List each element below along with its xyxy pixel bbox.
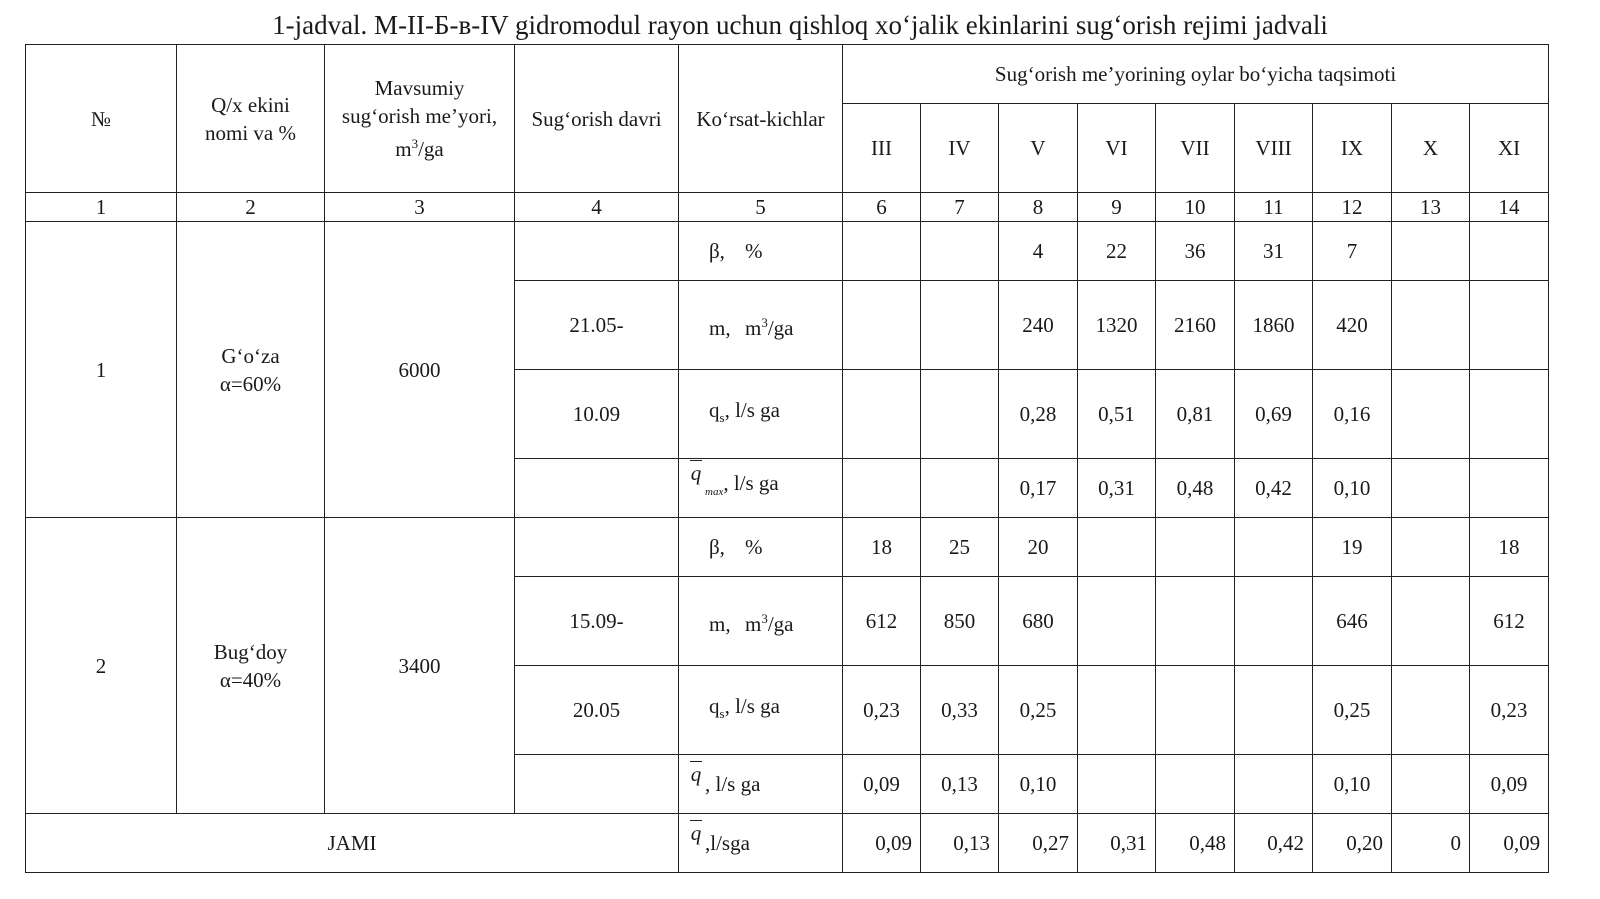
header-period: Sugʻorish davri xyxy=(515,45,679,193)
value-cell xyxy=(921,222,999,281)
header-crop-line1: Q/x ekini xyxy=(211,92,290,117)
irrigation-regime-table xyxy=(25,44,1549,873)
total-value-cell: 0,13 xyxy=(921,814,999,873)
qbar-symbol: q xyxy=(687,760,705,788)
value-cell: 0,51 xyxy=(1078,370,1156,459)
value-cell: 4 xyxy=(999,222,1078,281)
value-cell: 850 xyxy=(921,577,999,666)
value-cell xyxy=(1392,666,1470,755)
month-header: X xyxy=(1392,104,1470,193)
value-cell xyxy=(1235,577,1313,666)
value-cell xyxy=(1078,755,1156,814)
value-cell xyxy=(1392,755,1470,814)
period-cell xyxy=(515,755,679,814)
value-cell xyxy=(1156,666,1235,755)
value-cell: 0,17 xyxy=(999,459,1078,518)
column-number: 3 xyxy=(325,193,515,222)
header-norm xyxy=(325,45,515,193)
value-cell: 0,28 xyxy=(999,370,1078,459)
month-header: XI xyxy=(1470,104,1549,193)
qmax-subscript: max xyxy=(705,486,724,499)
value-cell xyxy=(1392,518,1470,577)
qs-subscript: s xyxy=(719,706,725,722)
value-cell: 31 xyxy=(1235,222,1313,281)
value-cell xyxy=(1392,281,1470,370)
qbar-symbol: q xyxy=(687,819,705,847)
value-cell: 1860 xyxy=(1235,281,1313,370)
qbar-symbol: q xyxy=(687,459,705,487)
value-cell xyxy=(1078,666,1156,755)
indicator-cell xyxy=(679,281,843,370)
total-value-cell: 0,09 xyxy=(843,814,921,873)
value-cell: 2160 xyxy=(1156,281,1235,370)
value-cell xyxy=(1156,577,1235,666)
value-cell: 0,10 xyxy=(999,755,1078,814)
value-cell xyxy=(1392,370,1470,459)
m-unit: m xyxy=(745,611,762,636)
value-cell xyxy=(1392,222,1470,281)
month-header: V xyxy=(999,104,1078,193)
value-cell: 0,69 xyxy=(1235,370,1313,459)
total-unit: ,l/sga xyxy=(705,831,750,855)
total-indicator xyxy=(679,814,843,873)
indicator-cell xyxy=(679,666,843,755)
m-unit-tail: /ga xyxy=(767,315,794,340)
indicator-cell xyxy=(679,222,843,281)
qbar-unit: , l/s ga xyxy=(705,772,761,796)
header-norm-unit-sup: 3 xyxy=(411,136,419,151)
month-header: VII xyxy=(1156,104,1235,193)
beta-symbol: β, xyxy=(709,239,725,263)
value-cell xyxy=(1470,222,1549,281)
period-cell: 21.05- xyxy=(515,281,679,370)
value-cell: 25 xyxy=(921,518,999,577)
value-cell xyxy=(921,370,999,459)
value-cell: 0,33 xyxy=(921,666,999,755)
value-cell: 7 xyxy=(1313,222,1392,281)
total-label: JAMI xyxy=(26,814,679,873)
value-cell: 0,25 xyxy=(999,666,1078,755)
total-value-cell: 0,48 xyxy=(1156,814,1235,873)
value-cell xyxy=(843,222,921,281)
crop-name-cell xyxy=(177,222,325,518)
column-number: 6 xyxy=(843,193,921,222)
value-cell: 646 xyxy=(1313,577,1392,666)
value-cell: 0,13 xyxy=(921,755,999,814)
value-cell: 420 xyxy=(1313,281,1392,370)
value-cell xyxy=(1235,666,1313,755)
value-cell: 18 xyxy=(843,518,921,577)
beta-symbol: β, xyxy=(709,535,725,559)
m-unit-tail: /ga xyxy=(767,611,794,636)
header-norm-line1: Mavsumiy xyxy=(374,76,465,100)
total-row xyxy=(26,814,1549,873)
value-cell: 22 xyxy=(1078,222,1156,281)
qs-unit: , l/s ga xyxy=(724,693,780,718)
indicator-cell xyxy=(679,518,843,577)
crop-share: α=60% xyxy=(219,371,282,396)
value-cell: 0,31 xyxy=(1078,459,1156,518)
header-distribution: Sugʻorish meʼyorining oylar boʻyicha taqsimoti xyxy=(843,45,1549,104)
column-number: 4 xyxy=(515,193,679,222)
month-header: IX xyxy=(1313,104,1392,193)
indicator-cell xyxy=(679,459,843,518)
value-cell: 0,10 xyxy=(1313,755,1392,814)
column-number: 14 xyxy=(1470,193,1549,222)
value-cell xyxy=(1470,459,1549,518)
header-norm-line2: sugʻorish meʼyori, xyxy=(341,104,498,128)
column-number: 10 xyxy=(1156,193,1235,222)
crop-norm: 3400 xyxy=(325,518,515,814)
period-cell: 20.05 xyxy=(515,666,679,755)
qs-unit: , l/s ga xyxy=(724,397,780,422)
month-header: III xyxy=(843,104,921,193)
value-cell xyxy=(843,281,921,370)
value-cell xyxy=(921,281,999,370)
month-header: VI xyxy=(1078,104,1156,193)
value-cell: 612 xyxy=(843,577,921,666)
value-cell xyxy=(1392,459,1470,518)
value-cell: 19 xyxy=(1313,518,1392,577)
value-cell: 0,23 xyxy=(843,666,921,755)
crop-name: Gʻoʻza xyxy=(221,343,280,368)
header-norm-unit: m xyxy=(395,137,412,161)
crop-name-cell xyxy=(177,518,325,814)
value-cell: 1320 xyxy=(1078,281,1156,370)
total-value-cell: 0 xyxy=(1392,814,1470,873)
indicator-cell xyxy=(679,370,843,459)
crop-name: Bugʻdoy xyxy=(213,639,288,664)
crop-no: 1 xyxy=(26,222,177,518)
qs-symbol: q xyxy=(709,693,720,718)
value-cell xyxy=(1470,370,1549,459)
qs-symbol: q xyxy=(709,397,720,422)
month-header: IV xyxy=(921,104,999,193)
value-cell xyxy=(843,459,921,518)
column-number: 13 xyxy=(1392,193,1470,222)
value-cell xyxy=(1156,755,1235,814)
header-crop xyxy=(177,45,325,193)
value-cell xyxy=(1235,755,1313,814)
value-cell xyxy=(1078,518,1156,577)
value-cell xyxy=(1392,577,1470,666)
total-value-cell: 0,09 xyxy=(1470,814,1549,873)
total-value-cell: 0,31 xyxy=(1078,814,1156,873)
value-cell: 680 xyxy=(999,577,1078,666)
period-cell xyxy=(515,459,679,518)
total-value-cell: 0,27 xyxy=(999,814,1078,873)
value-cell: 18 xyxy=(1470,518,1549,577)
crop-share: α=40% xyxy=(219,667,282,692)
beta-unit: % xyxy=(745,239,763,263)
month-header: VIII xyxy=(1235,104,1313,193)
crop-no: 2 xyxy=(26,518,177,814)
table-row xyxy=(26,222,1549,281)
header-no: № xyxy=(26,45,177,193)
value-cell xyxy=(1470,281,1549,370)
column-number: 9 xyxy=(1078,193,1156,222)
table-title: 1-jadval. M-II-Б-в-IV gidromodul rayon uchun qishloq xoʻjalik ekinlarini sugʻorish rejimi jadvali xyxy=(272,10,1328,40)
qbar-unit: , l/s ga xyxy=(723,471,779,496)
value-cell xyxy=(1078,577,1156,666)
value-cell: 0,16 xyxy=(1313,370,1392,459)
column-number: 8 xyxy=(999,193,1078,222)
period-cell: 10.09 xyxy=(515,370,679,459)
value-cell: 240 xyxy=(999,281,1078,370)
m-symbol: m, xyxy=(709,315,731,340)
indicator-cell xyxy=(679,755,843,814)
header-norm-unit-tail: /ga xyxy=(418,137,444,161)
column-number: 1 xyxy=(26,193,177,222)
crop-norm: 6000 xyxy=(325,222,515,518)
total-value-cell: 0,20 xyxy=(1313,814,1392,873)
value-cell: 0,10 xyxy=(1313,459,1392,518)
column-number: 12 xyxy=(1313,193,1392,222)
value-cell: 0,09 xyxy=(1470,755,1549,814)
column-number: 7 xyxy=(921,193,999,222)
column-number: 2 xyxy=(177,193,325,222)
beta-unit: % xyxy=(745,535,763,559)
column-number: 11 xyxy=(1235,193,1313,222)
value-cell: 0,23 xyxy=(1470,666,1549,755)
value-cell: 0,09 xyxy=(843,755,921,814)
indicator-cell xyxy=(679,577,843,666)
period-cell: 15.09- xyxy=(515,577,679,666)
total-value-cell: 0,42 xyxy=(1235,814,1313,873)
column-number: 5 xyxy=(679,193,843,222)
value-cell: 36 xyxy=(1156,222,1235,281)
value-cell: 0,25 xyxy=(1313,666,1392,755)
value-cell xyxy=(843,370,921,459)
qs-subscript: s xyxy=(719,410,725,426)
period-cell xyxy=(515,518,679,577)
value-cell xyxy=(921,459,999,518)
period-cell xyxy=(515,222,679,281)
value-cell xyxy=(1156,518,1235,577)
m-unit-sup: 3 xyxy=(761,610,768,626)
value-cell: 0,48 xyxy=(1156,459,1235,518)
column-number-row xyxy=(26,193,1549,222)
value-cell: 20 xyxy=(999,518,1078,577)
crop-rows xyxy=(26,222,1549,814)
value-cell: 0,42 xyxy=(1235,459,1313,518)
m-unit: m xyxy=(745,315,762,340)
table-row xyxy=(26,518,1549,577)
header-crop-line2: nomi va % xyxy=(205,120,296,145)
value-cell xyxy=(1235,518,1313,577)
m-symbol: m, xyxy=(709,611,731,636)
value-cell: 0,81 xyxy=(1156,370,1235,459)
value-cell: 612 xyxy=(1470,577,1549,666)
m-unit-sup: 3 xyxy=(761,314,768,330)
header-indicators: Koʻrsat-kichlar xyxy=(679,45,843,193)
